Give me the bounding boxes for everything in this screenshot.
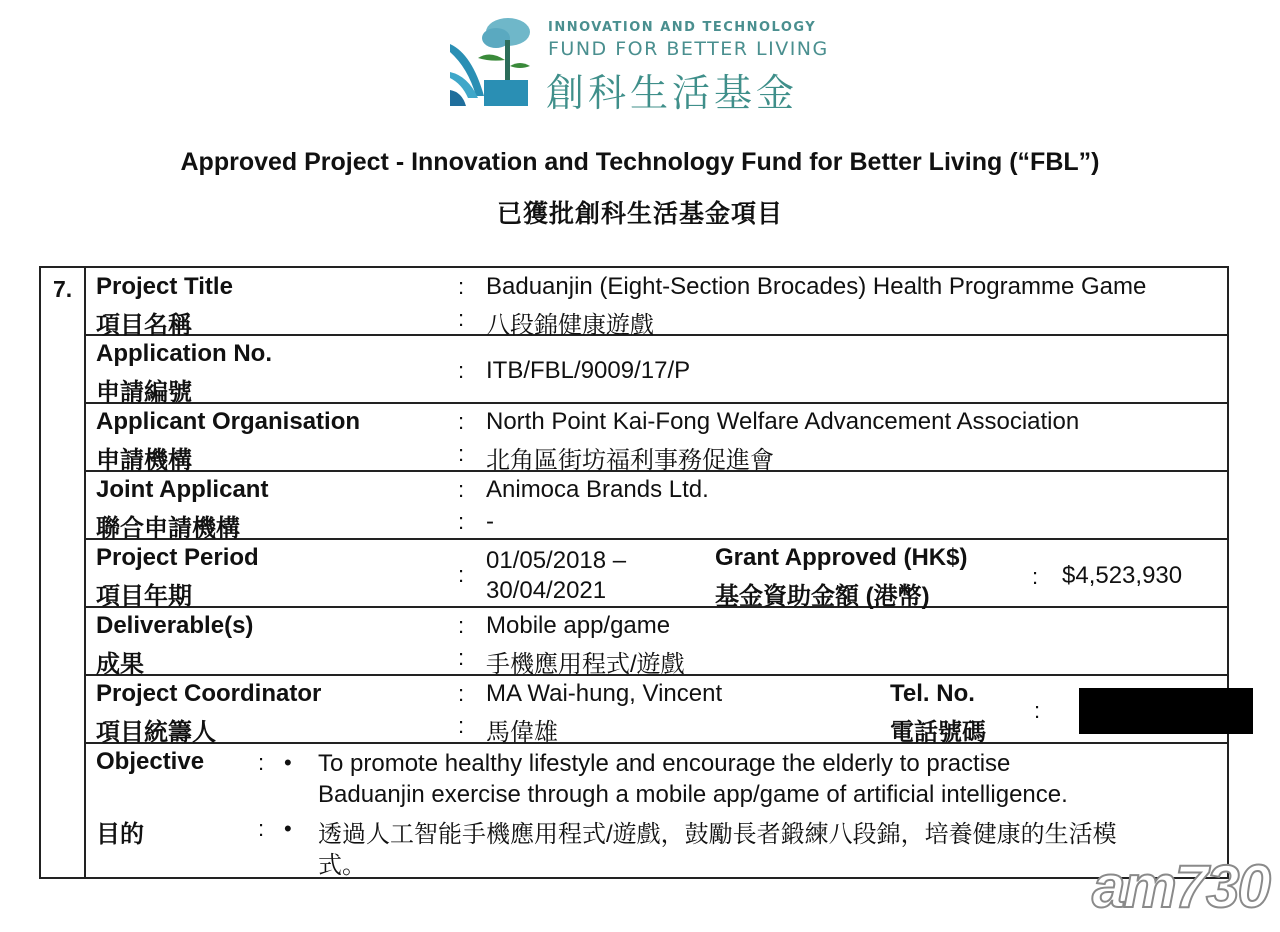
separator: : [458, 477, 465, 502]
value-zh: 馬偉雄 [486, 719, 558, 746]
objective-zh-line-2: 式。 [318, 852, 366, 879]
label-en: Project Period [96, 544, 259, 571]
grant-value: $4,523,930 [1062, 562, 1183, 589]
period-start: 01/05/2018 – [486, 547, 627, 574]
watermark: am730 [1092, 853, 1269, 920]
separator: : [458, 613, 465, 638]
label-zh: 項目統籌人 [96, 719, 216, 746]
tel-label-en: Tel. No. [890, 680, 975, 707]
separator: : [1032, 564, 1039, 589]
separator: : [458, 681, 465, 706]
value: ITB/FBL/9009/17/P [486, 357, 691, 384]
label-zh: 項目名稱 [96, 312, 192, 339]
separator: : [458, 645, 465, 670]
row-objective [86, 744, 1227, 879]
label-en: Project Coordinator [96, 680, 322, 707]
redacted-phone-number [1079, 688, 1253, 734]
document-title-chinese: 已獲批創科生活基金項目 [496, 200, 783, 228]
project-number-column [41, 268, 86, 877]
tel-label-zh: 電話號碼 [890, 719, 986, 746]
bullet: • [284, 750, 292, 775]
separator: : [458, 509, 465, 534]
label-zh: 申請編號 [96, 379, 192, 406]
label-en: Objective [96, 748, 205, 775]
value-en: North Point Kai-Fong Welfare Advancement Association [486, 408, 1080, 435]
separator: : [458, 358, 465, 383]
value-en: Baduanjin (Eight-Section Brocades) Health Programme Game [486, 273, 1147, 300]
project-table [39, 266, 1229, 879]
value-en: MA Wai-hung, Vincent [486, 680, 723, 707]
separator: : [458, 306, 465, 331]
separator: : [458, 441, 465, 466]
logo-line-1: INNOVATION AND TECHNOLOGY [548, 20, 817, 35]
label-en: Joint Applicant [96, 476, 269, 503]
label-zh: 項目年期 [96, 583, 192, 610]
label-en: Deliverable(s) [96, 612, 254, 639]
label-zh: 聯合申請機構 [96, 515, 240, 542]
label-zh: 目的 [96, 821, 144, 848]
grant-label-zh: 基金資助金額 (港幣) [715, 583, 930, 610]
separator: : [458, 562, 465, 587]
value-en: Mobile app/game [486, 612, 671, 639]
separator: : [458, 713, 465, 738]
label-zh: 申請機構 [96, 447, 192, 474]
value-zh: - [486, 508, 494, 535]
row-joint-applicant [86, 472, 1227, 540]
document-title-english: Approved Project - Innovation and Technology Fund for Better Living (“FBL”) [180, 148, 1100, 176]
logo-line-2: FUND FOR BETTER LIVING [548, 38, 829, 60]
grant-label-en: Grant Approved (HK$) [715, 544, 968, 571]
label-en: Project Title [96, 273, 233, 300]
row-project-coordinator [86, 676, 1227, 744]
logo-line-3: 創科生活基金 [546, 71, 799, 115]
objective-zh-line-1: 透過人工智能手機應用程式/遊戲，鼓勵長者鍛練八段錦，培養健康的生活模 [318, 821, 1117, 848]
separator: : [258, 750, 265, 775]
row-project-period [86, 540, 1227, 608]
period-end: 30/04/2021 [486, 577, 607, 604]
value-en: Animoca Brands Ltd. [486, 476, 709, 503]
separator: : [458, 409, 465, 434]
row-deliverables [86, 608, 1227, 676]
objective-en-line-2: Baduanjin exercise through a mobile app/game of artificial intelligence. [318, 781, 1068, 808]
separator: : [258, 816, 265, 841]
label-en: Application No. [96, 340, 272, 367]
row-project-title [86, 268, 1227, 339]
separator: : [1034, 698, 1041, 723]
row-applicant-organisation [86, 404, 1227, 472]
separator: : [458, 274, 465, 299]
value-zh: 八段錦健康遊戲 [486, 312, 654, 339]
label-en: Applicant Organisation [96, 408, 361, 435]
fund-logo [448, 14, 829, 115]
row-application-no [86, 336, 1227, 404]
project-number: 7. [53, 276, 73, 302]
value-zh: 北角區街坊福利事務促進會 [486, 447, 774, 474]
objective-en-line-1: To promote healthy lifestyle and encourage the elderly to practise [318, 750, 1011, 777]
bullet: • [284, 816, 292, 841]
label-zh: 成果 [96, 651, 144, 678]
value-zh: 手機應用程式/遊戲 [486, 651, 685, 678]
tree-logo-icon [448, 14, 538, 108]
